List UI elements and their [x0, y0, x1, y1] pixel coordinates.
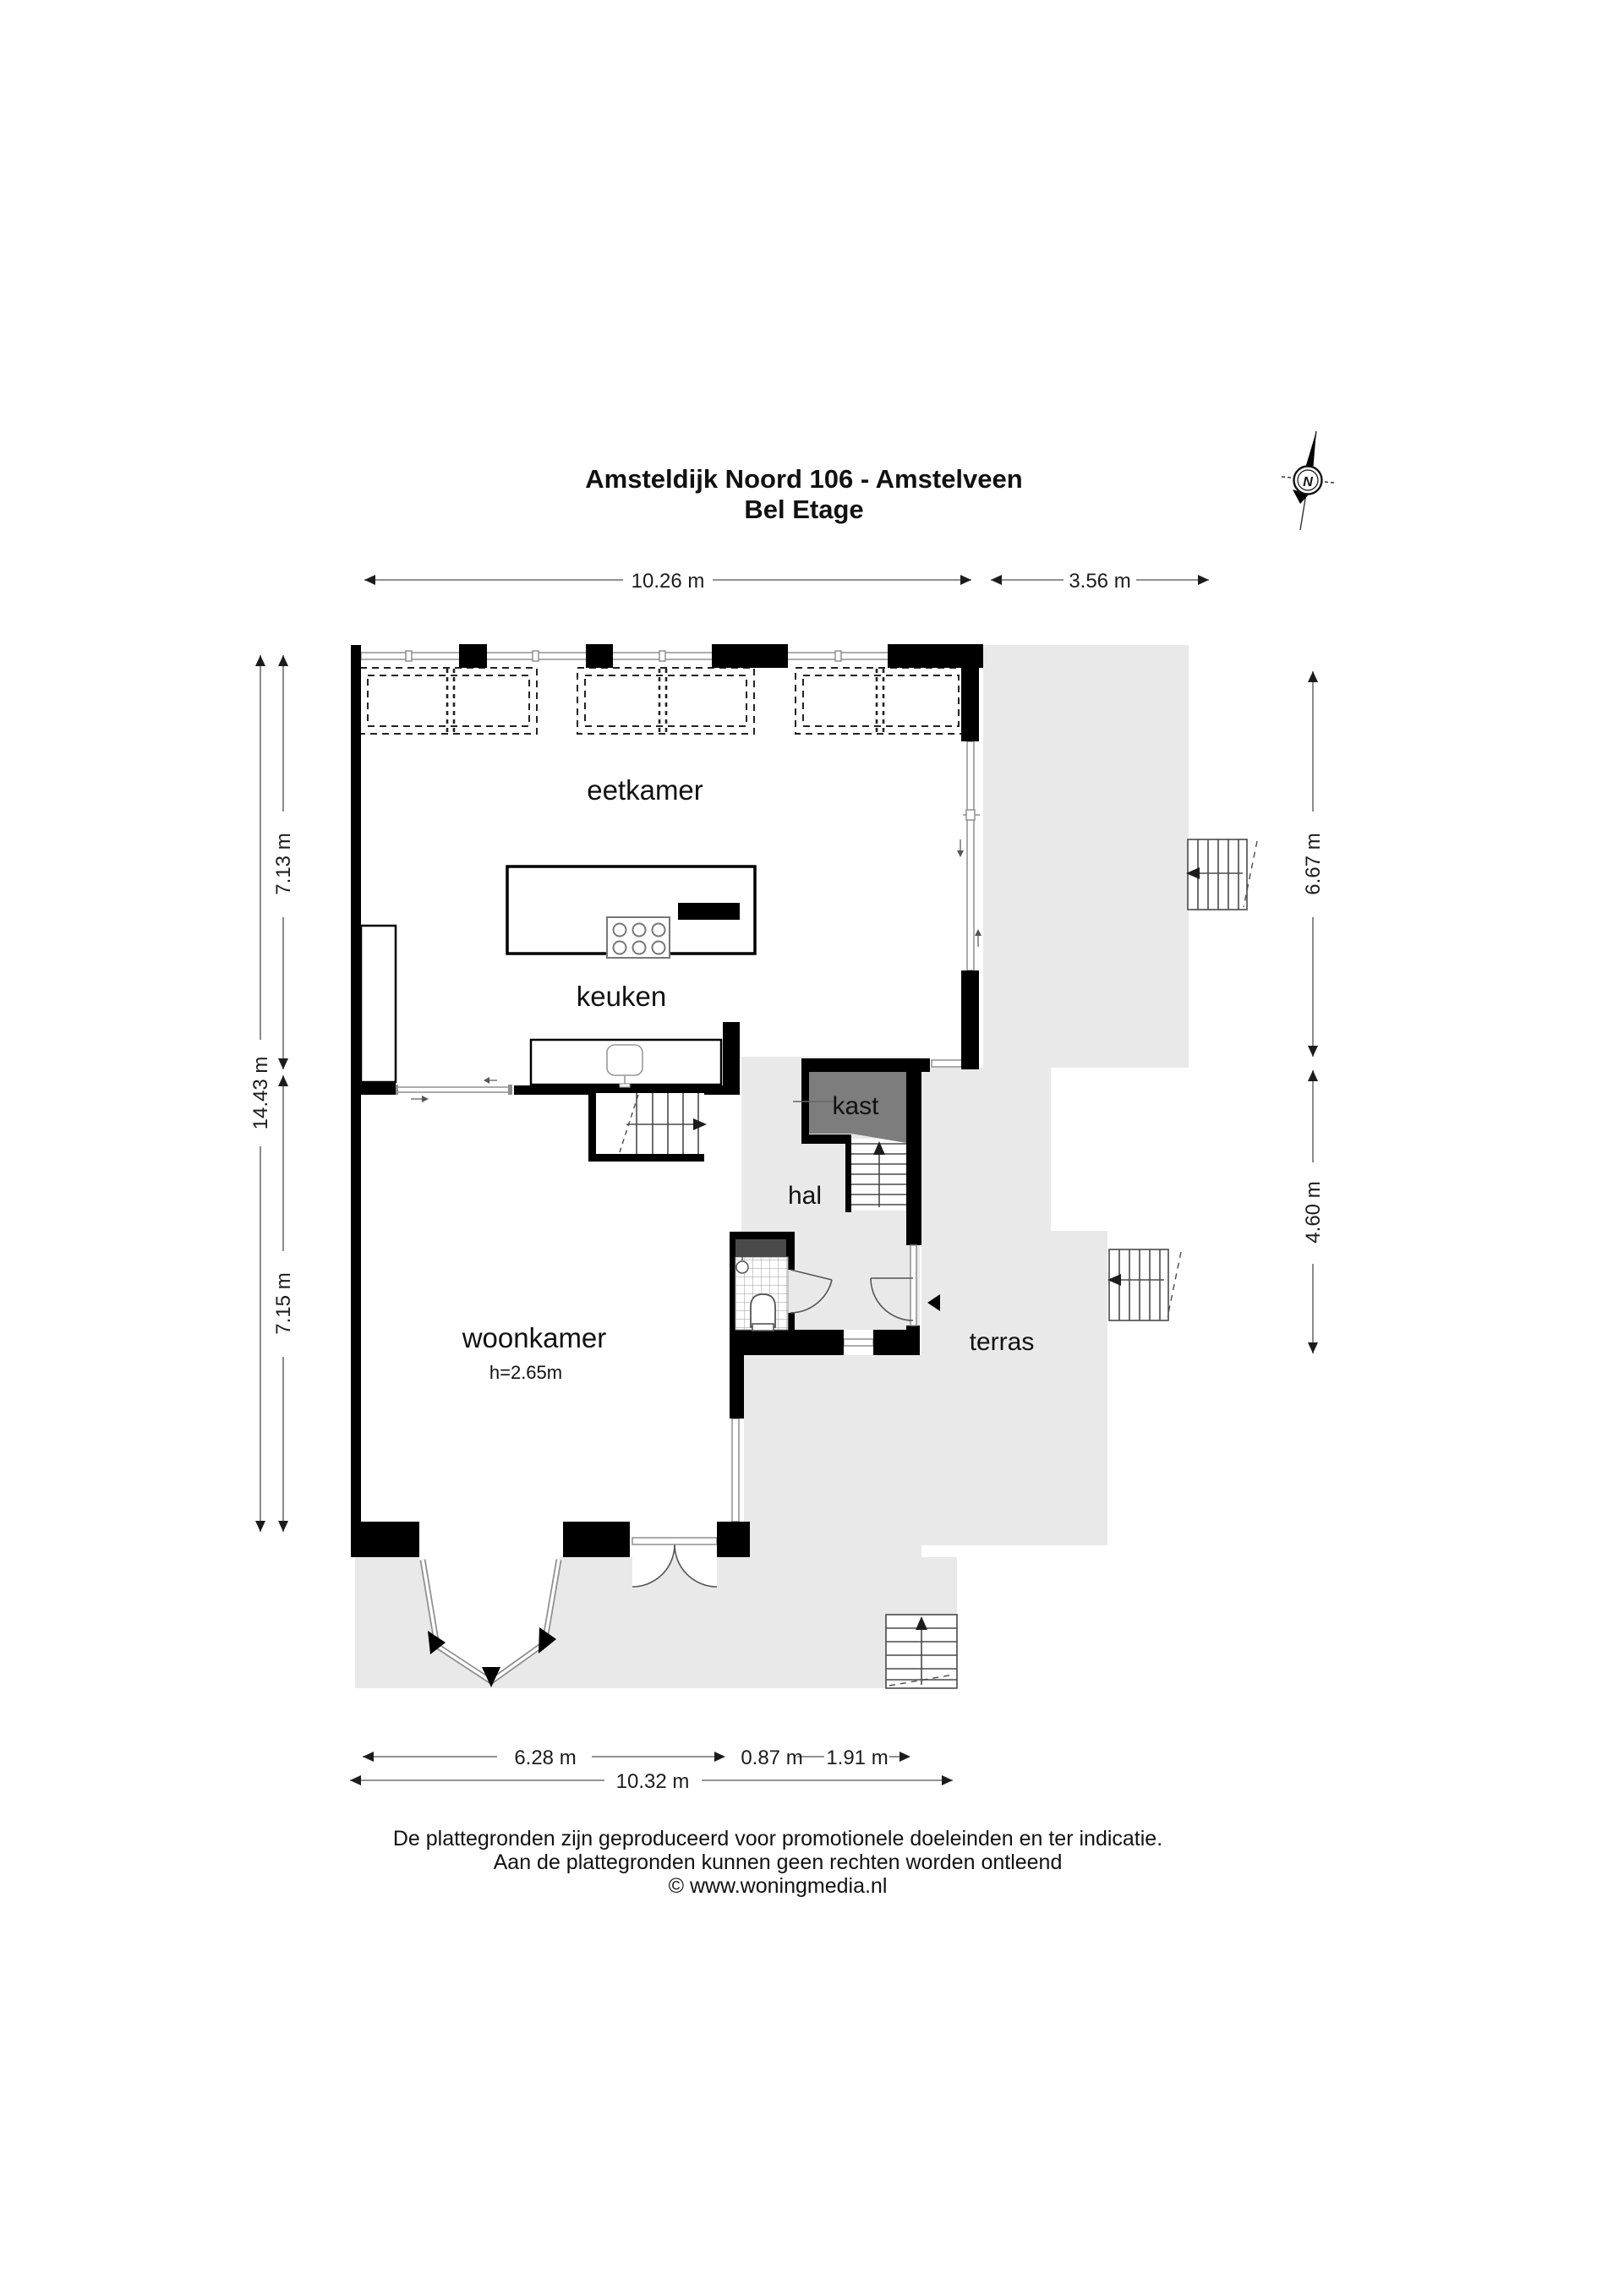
label-eetkamer: eetkamer — [587, 774, 703, 806]
outdoor-upper-right — [983, 645, 1189, 1068]
label-keuken: keuken — [576, 981, 667, 1012]
footer-disclaimer — [393, 1827, 1162, 1898]
skylight-boxes — [360, 668, 966, 734]
dim-left-lower: 7.15 m — [272, 1272, 295, 1335]
hal-south-window — [844, 1339, 873, 1346]
cooktop-icon — [607, 917, 670, 958]
dim-right-upper: 6.67 m — [1302, 833, 1325, 895]
outdoor-mid-right — [921, 1068, 1051, 1231]
footer-line1: De plattegronden zijn geproduceerd voor promotionele doeleinden en ter indicatie. — [392, 1827, 1163, 1850]
footer-line3: © www.woningmedia.nl — [668, 1874, 888, 1898]
dim-left-upper: 7.13 m — [272, 833, 295, 895]
woonkamer-east-window — [732, 1419, 739, 1522]
hal-stairs — [851, 1139, 906, 1211]
dim-left-total: 14.43 m — [249, 1056, 272, 1130]
dim-right-lower: 4.60 m — [1302, 1181, 1325, 1244]
dim-bottom-right: 1.91 m — [826, 1747, 889, 1769]
compass-north-icon — [1282, 431, 1334, 530]
dim-bottom-mid: 0.87 m — [741, 1747, 803, 1769]
label-hal: hal — [787, 1182, 823, 1210]
dim-bottom-left: 6.28 m — [514, 1747, 577, 1769]
dim-top-right: 3.56 m — [1069, 570, 1131, 593]
dim-bottom-total: 10.32 m — [615, 1770, 690, 1793]
island-handle — [678, 903, 740, 920]
chimney-breast — [361, 926, 396, 1082]
terras-lower — [744, 1355, 921, 1557]
kitchen-counter — [531, 1040, 721, 1087]
label-terras: terras — [969, 1328, 1035, 1356]
outdoor-areas — [355, 645, 1189, 1688]
terras-area — [921, 1231, 1107, 1545]
outdoor-stairs-upper — [1186, 839, 1257, 910]
kitchen-stairs — [596, 1093, 707, 1154]
wc-cistern — [735, 1239, 786, 1257]
plan-title — [585, 464, 1022, 524]
title-line2: Bel Etage — [744, 495, 864, 524]
dim-top-main: 10.26 m — [631, 570, 705, 593]
kast-window — [932, 1060, 962, 1067]
outdoor-stairs-garden — [886, 1615, 957, 1688]
outdoor-stairs-terras — [1107, 1249, 1181, 1320]
toilet-icon — [751, 1294, 775, 1331]
east-window — [967, 741, 974, 970]
title-line1: Amsteldijk Noord 106 - Amstelveen — [585, 464, 1023, 494]
label-woonkamer-height: h=2.65m — [489, 1362, 563, 1383]
footer-line2: Aan de plattegronden kunnen geen rechten worden ontleend — [493, 1850, 1063, 1874]
kitchen-island — [507, 866, 755, 958]
label-woonkamer: woonkamer — [462, 1322, 607, 1353]
sliding-door — [397, 1087, 510, 1092]
compass-north-label: N — [1303, 475, 1313, 489]
label-kast: kast — [832, 1092, 879, 1120]
